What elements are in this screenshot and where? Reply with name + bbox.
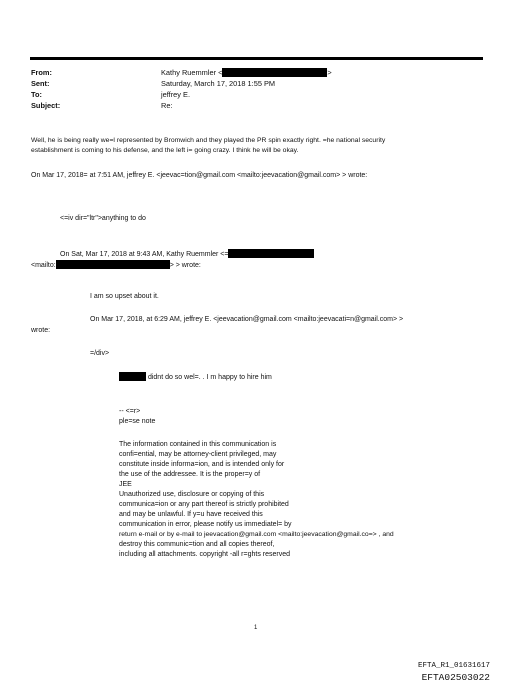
from-name: Kathy Ruemmler < <box>161 68 223 77</box>
footer-id-primary: EFTA_R1_01631617 <box>417 662 490 670</box>
footer-id-secondary: EFTA02503022 <box>421 672 490 683</box>
disclaimer-line: the use of the addressee. It is the proper=y of <box>119 471 261 478</box>
sent-value: Saturday, March 17, 2018 1:55 PM <box>161 79 276 88</box>
quote-header: wrote: <box>31 327 51 334</box>
to-label: To: <box>31 90 42 99</box>
disclaimer-line: including all attachments. copyright -all r=ghts reserved <box>119 551 291 558</box>
quote-header: On Mar 17, 2018= at 7:51 AM, jeffrey E. <jeevac=tion@gmail.com <mailto:jeevacation@gmail.com> > wrote: <box>31 172 368 179</box>
wrote-text: > > wrote: <box>169 262 201 269</box>
disclaimer-line: communication in error, please notify us immediatel= by <box>119 521 292 528</box>
disclaimer-line: destroy this communic=tion and all copies thereof, <box>119 541 275 548</box>
redaction-block <box>228 249 314 258</box>
quote-header <box>60 249 314 260</box>
page-number: 1 <box>254 625 258 631</box>
redaction-block <box>56 260 170 269</box>
disclaimer-line: JEE <box>119 481 132 488</box>
hire-text: didnt do so wel=. . I m happy to hire him <box>147 374 272 381</box>
from-value <box>161 68 332 78</box>
disclaimer-line: communica=ion or any part thereof is strictly prohibited <box>119 501 289 508</box>
sent-label: Sent: <box>31 79 50 88</box>
redaction-block <box>222 68 327 77</box>
disclaimer-line: return e-mail or by e-mail to jeevacation@gmail.com <mailto:jeevacation@gmail.co=> , and <box>119 531 394 538</box>
from-label: From: <box>31 68 52 77</box>
signature-note: ple=se note <box>119 418 156 425</box>
to-value: jeffrey E. <box>161 90 191 99</box>
disclaimer-line: Unauthorized use, disclosure or copying of this <box>119 491 265 498</box>
mailto-text: <mailto: <box>31 262 56 269</box>
quote-header-text: On Sat, Mar 17, 2018 at 9:43 AM, Kathy Ruemmler <= <box>60 251 229 258</box>
body-line: Well, he is being really we=l represented by Bromwich and they played the PR spin exactly right. =he national security <box>31 137 386 144</box>
subject-label: Subject: <box>31 101 61 110</box>
subject-value: Re: <box>161 101 173 110</box>
redaction-block <box>119 372 146 381</box>
body-line: =/div> <box>90 350 110 357</box>
body-line: establishment is coming to his defense, and the left i= going crazy. I think he will be okay. <box>31 147 299 154</box>
header-rule <box>30 57 483 60</box>
body-line: <=iv dir="ltr">anything to do <box>60 215 146 222</box>
disclaimer-line: The information contained in this communication is <box>119 441 277 448</box>
body-line <box>119 372 272 383</box>
disclaimer-line: and may be unlawful. If y=u have received this <box>119 511 263 518</box>
disclaimer-line: confi=ential, may be attorney-client privileged, may <box>119 451 277 458</box>
quote-header <box>31 260 201 271</box>
from-close: > <box>327 68 332 77</box>
signature-separator: -- <=r> <box>119 408 141 415</box>
body-line: I am so upset about it. <box>90 293 159 300</box>
quote-header: On Mar 17, 2018, at 6:29 AM, jeffrey E. <jeevacation@gmail.com <mailto:jeevacati=n@gmail.com> > <box>90 316 404 323</box>
disclaimer-line: constitute inside informa=ion, and is intended only for <box>119 461 285 468</box>
